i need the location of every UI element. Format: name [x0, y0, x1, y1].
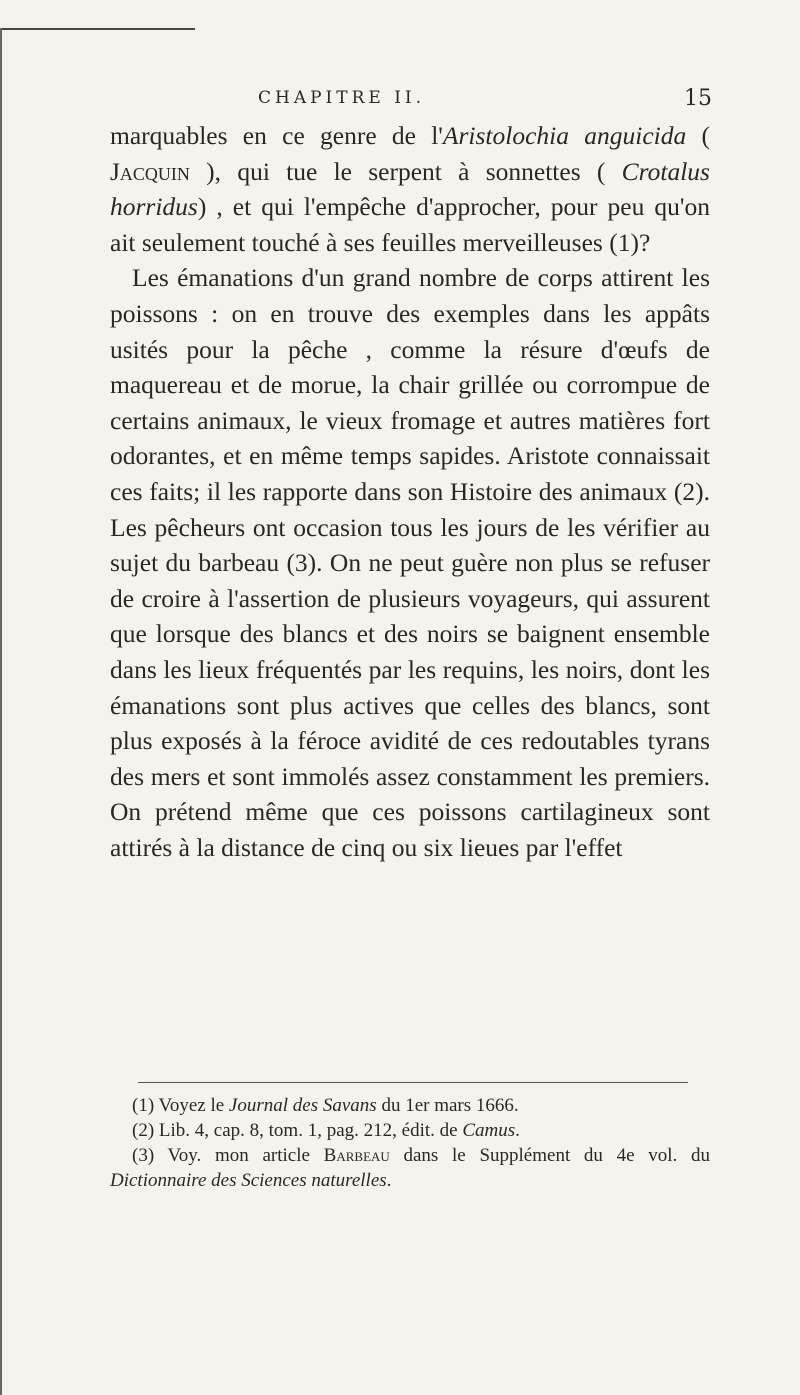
main-text	[110, 118, 710, 865]
paragraph-emanations	[110, 260, 710, 865]
footnote-3	[110, 1143, 710, 1193]
footnote-1	[110, 1093, 710, 1118]
text-span: (2) Lib. 4, cap. 8, tom. 1, pag. 212, édit. de	[132, 1120, 463, 1141]
page-edge-left	[0, 28, 2, 1395]
text-span: .	[386, 1170, 392, 1191]
italic-span: Journal des Savans	[228, 1095, 377, 1116]
italic-span: Crotalus horridus	[110, 156, 710, 222]
text-span: du 1er mars 1666.	[376, 1095, 519, 1116]
page-number: 15	[684, 86, 712, 111]
small-caps-span: Jacquin	[110, 156, 190, 186]
text-span: ), qui tue le serpent à sonnettes (	[189, 156, 622, 186]
text-span: (1) Voyez le	[132, 1095, 229, 1116]
text-span: ) , et qui l'empêche d'approcher, pour peu qu'on ait seulement touché à ses feuilles merveilleuses (1)?	[110, 192, 710, 257]
text-span: (	[686, 121, 710, 150]
footnotes	[110, 1093, 710, 1193]
footnote-rule	[138, 1082, 688, 1083]
text-span: marquables en ce genre de l'	[110, 121, 443, 150]
footnote-2	[110, 1118, 710, 1143]
text-span: (3) Voy. mon article	[132, 1145, 324, 1166]
text-span: Les émanations d'un grand nombre de corps attirent les poissons : on en trouve des exemples dans les appâts usités pour la pêche , comme la résure d'œufs de maquereau et de morue, la chair grillée ou corrompue de certains animaux, le vieux fromage et autres matières fort odorantes, et en même temps sapides. Aristote connaissait ces faits; il les rapporte dans son Histoire des animaux (2). Les pêcheurs ont occasion tous les jours de les vérifier au sujet du barbeau (3). On ne peut guère non plus se refuser de croire à l'assertion de plusieurs voyageurs, qui assurent que lorsque des blancs et des noirs se baignent ensemble dans les lieux fréquentés par les requins, les noirs, dont les émanations sont plus actives que celles des blancs, sont plus exposés à la féroce avidité de ces redoutables tyrans des mers et sont immolés assez constamment les premiers. On prétend même que ces poissons cartilagineux sont attirés à la distance de cinq ou six lieues par l'effet	[110, 263, 710, 862]
text-span: .	[515, 1120, 520, 1141]
italic-span: Camus	[462, 1120, 516, 1141]
page-edge-top	[0, 28, 195, 30]
small-caps-span: Barbeau	[323, 1145, 390, 1166]
italic-span: Dictionnaire des Sciences naturelles	[110, 1170, 387, 1191]
italic-span: Aristolochia anguicida	[442, 121, 687, 150]
paragraph-continued	[110, 118, 710, 260]
text-span: dans le Supplément du 4e vol. du	[389, 1145, 710, 1166]
running-head: CHAPITRE II.	[258, 88, 426, 108]
